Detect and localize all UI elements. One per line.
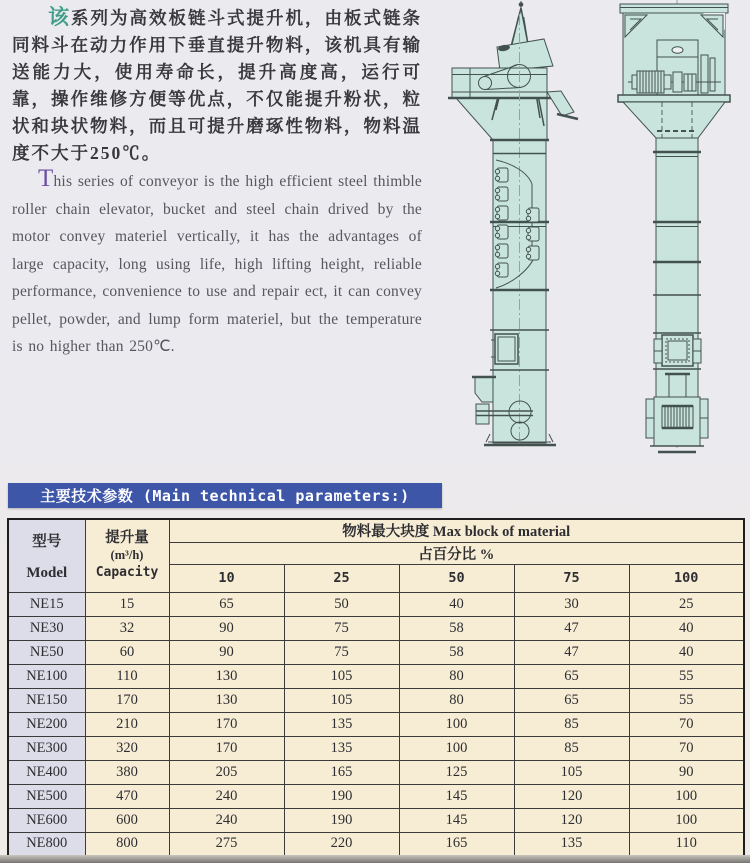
- model-cell: NE400: [8, 760, 85, 784]
- drop-cap-en: T: [38, 165, 54, 192]
- technical-drawings: [440, 0, 750, 465]
- value-cell: 75: [284, 640, 399, 664]
- model-cell: NE150: [8, 688, 85, 712]
- value-cell: 145: [399, 808, 514, 832]
- value-cell: 85: [514, 736, 629, 760]
- table-row: [8, 616, 744, 640]
- capacity-cell: 110: [85, 664, 169, 688]
- value-cell: 170: [169, 712, 284, 736]
- value-cell: 58: [399, 616, 514, 640]
- value-cell: 105: [284, 664, 399, 688]
- model-cell: NE50: [8, 640, 85, 664]
- header-capacity: [85, 519, 169, 592]
- value-cell: 47: [514, 640, 629, 664]
- value-cell: 190: [284, 784, 399, 808]
- table-row: [8, 784, 744, 808]
- header-max-block: 物料最大块度 Max block of material: [169, 519, 744, 542]
- intro-cn-text: 系列为高效板链斗式提升机，由板式链条同料斗在动力作用下垂直提升物料，该机具有输送能力大，使用寿命长，提升高度高，运行可靠，操作维修方便等优点，不仅能提升粉状，粒状和块状物料，而且可提升磨琢性物料，物料温度不大于250℃。: [12, 8, 422, 163]
- value-cell: 40: [629, 616, 744, 640]
- value-cell: 75: [284, 616, 399, 640]
- value-cell: 130: [169, 688, 284, 712]
- elevator-front-view-drawing: [618, 0, 730, 452]
- table-row: [8, 712, 744, 736]
- value-cell: 90: [629, 760, 744, 784]
- header-percent-col: 75: [514, 564, 629, 592]
- value-cell: 240: [169, 808, 284, 832]
- capacity-cell: 800: [85, 832, 169, 856]
- elevator-side-view-drawing: [448, 1, 578, 446]
- header-percent-col: 25: [284, 564, 399, 592]
- intro-paragraph-cn: [12, 4, 422, 167]
- value-cell: 100: [399, 736, 514, 760]
- table-body: [8, 592, 744, 856]
- value-cell: 135: [514, 832, 629, 856]
- value-cell: 125: [399, 760, 514, 784]
- value-cell: 65: [514, 688, 629, 712]
- capacity-cell: 320: [85, 736, 169, 760]
- capacity-cell: 600: [85, 808, 169, 832]
- page-edge-shadow: [0, 855, 750, 863]
- header-model: [8, 519, 85, 592]
- value-cell: 190: [284, 808, 399, 832]
- value-cell: 40: [399, 592, 514, 616]
- header-percent-col: 10: [169, 564, 284, 592]
- model-cell: NE100: [8, 664, 85, 688]
- model-cell: NE30: [8, 616, 85, 640]
- value-cell: 110: [629, 832, 744, 856]
- value-cell: 170: [169, 736, 284, 760]
- model-cell: NE15: [8, 592, 85, 616]
- capacity-cell: 470: [85, 784, 169, 808]
- capacity-cell: 60: [85, 640, 169, 664]
- capacity-cell: 15: [85, 592, 169, 616]
- capacity-cell: 380: [85, 760, 169, 784]
- value-cell: 40: [629, 640, 744, 664]
- model-cell: NE500: [8, 784, 85, 808]
- header-capacity-unit: (m³/h): [110, 548, 144, 563]
- value-cell: 105: [284, 688, 399, 712]
- parameters-table: [7, 518, 745, 857]
- header-percent-col: 50: [399, 564, 514, 592]
- header-model-cn: 型号: [32, 533, 62, 550]
- header-percent: 占百分比 %: [169, 542, 744, 564]
- value-cell: 47: [514, 616, 629, 640]
- table-row: [8, 664, 744, 688]
- value-cell: 65: [169, 592, 284, 616]
- value-cell: 25: [629, 592, 744, 616]
- value-cell: 55: [629, 664, 744, 688]
- value-cell: 90: [169, 616, 284, 640]
- value-cell: 220: [284, 832, 399, 856]
- header-percent-col: 100: [629, 564, 744, 592]
- table-row: [8, 688, 744, 712]
- value-cell: 80: [399, 688, 514, 712]
- value-cell: 120: [514, 784, 629, 808]
- capacity-cell: 210: [85, 712, 169, 736]
- value-cell: 30: [514, 592, 629, 616]
- value-cell: 165: [399, 832, 514, 856]
- value-cell: 100: [629, 784, 744, 808]
- intro-en-text: his series of conveyor is the high efficient steel thimble roller chain elevator, bucket and steel chain drived by the motor convey materiel vertically, it has the advantages of large capacity, long using life, high lifting height, reliable performance, convenience to use and repair ect, it can convey pellet, powder, and lump form materiel, but the temperature is no higher than 250℃.: [12, 173, 422, 355]
- value-cell: 90: [169, 640, 284, 664]
- capacity-cell: 170: [85, 688, 169, 712]
- value-cell: 50: [284, 592, 399, 616]
- value-cell: 120: [514, 808, 629, 832]
- value-cell: 100: [399, 712, 514, 736]
- value-cell: 135: [284, 712, 399, 736]
- value-cell: 70: [629, 736, 744, 760]
- value-cell: 145: [399, 784, 514, 808]
- value-cell: 165: [284, 760, 399, 784]
- value-cell: 135: [284, 736, 399, 760]
- value-cell: 85: [514, 712, 629, 736]
- header-capacity-en: Capacity: [95, 565, 159, 581]
- value-cell: 58: [399, 640, 514, 664]
- header-capacity-cn: 提升量: [105, 530, 149, 547]
- value-cell: 240: [169, 784, 284, 808]
- section-header-bar: [8, 483, 442, 508]
- table-row: [8, 832, 744, 856]
- drop-cap-cn: 该: [48, 5, 71, 29]
- value-cell: 65: [514, 664, 629, 688]
- table-row: [8, 760, 744, 784]
- intro-paragraph-en: [12, 165, 422, 361]
- value-cell: 55: [629, 688, 744, 712]
- model-cell: NE200: [8, 712, 85, 736]
- value-cell: 205: [169, 760, 284, 784]
- value-cell: 130: [169, 664, 284, 688]
- table-row: [8, 640, 744, 664]
- value-cell: 100: [629, 808, 744, 832]
- model-cell: NE600: [8, 808, 85, 832]
- table-row: [8, 592, 744, 616]
- header-model-en: Model: [26, 564, 68, 581]
- value-cell: 80: [399, 664, 514, 688]
- value-cell: 70: [629, 712, 744, 736]
- model-cell: NE800: [8, 832, 85, 856]
- section-header-label: 主要技术参数 (Main technical parameters:): [40, 487, 410, 505]
- value-cell: 105: [514, 760, 629, 784]
- table-row: [8, 736, 744, 760]
- value-cell: 275: [169, 832, 284, 856]
- capacity-cell: 32: [85, 616, 169, 640]
- model-cell: NE300: [8, 736, 85, 760]
- table-row: [8, 808, 744, 832]
